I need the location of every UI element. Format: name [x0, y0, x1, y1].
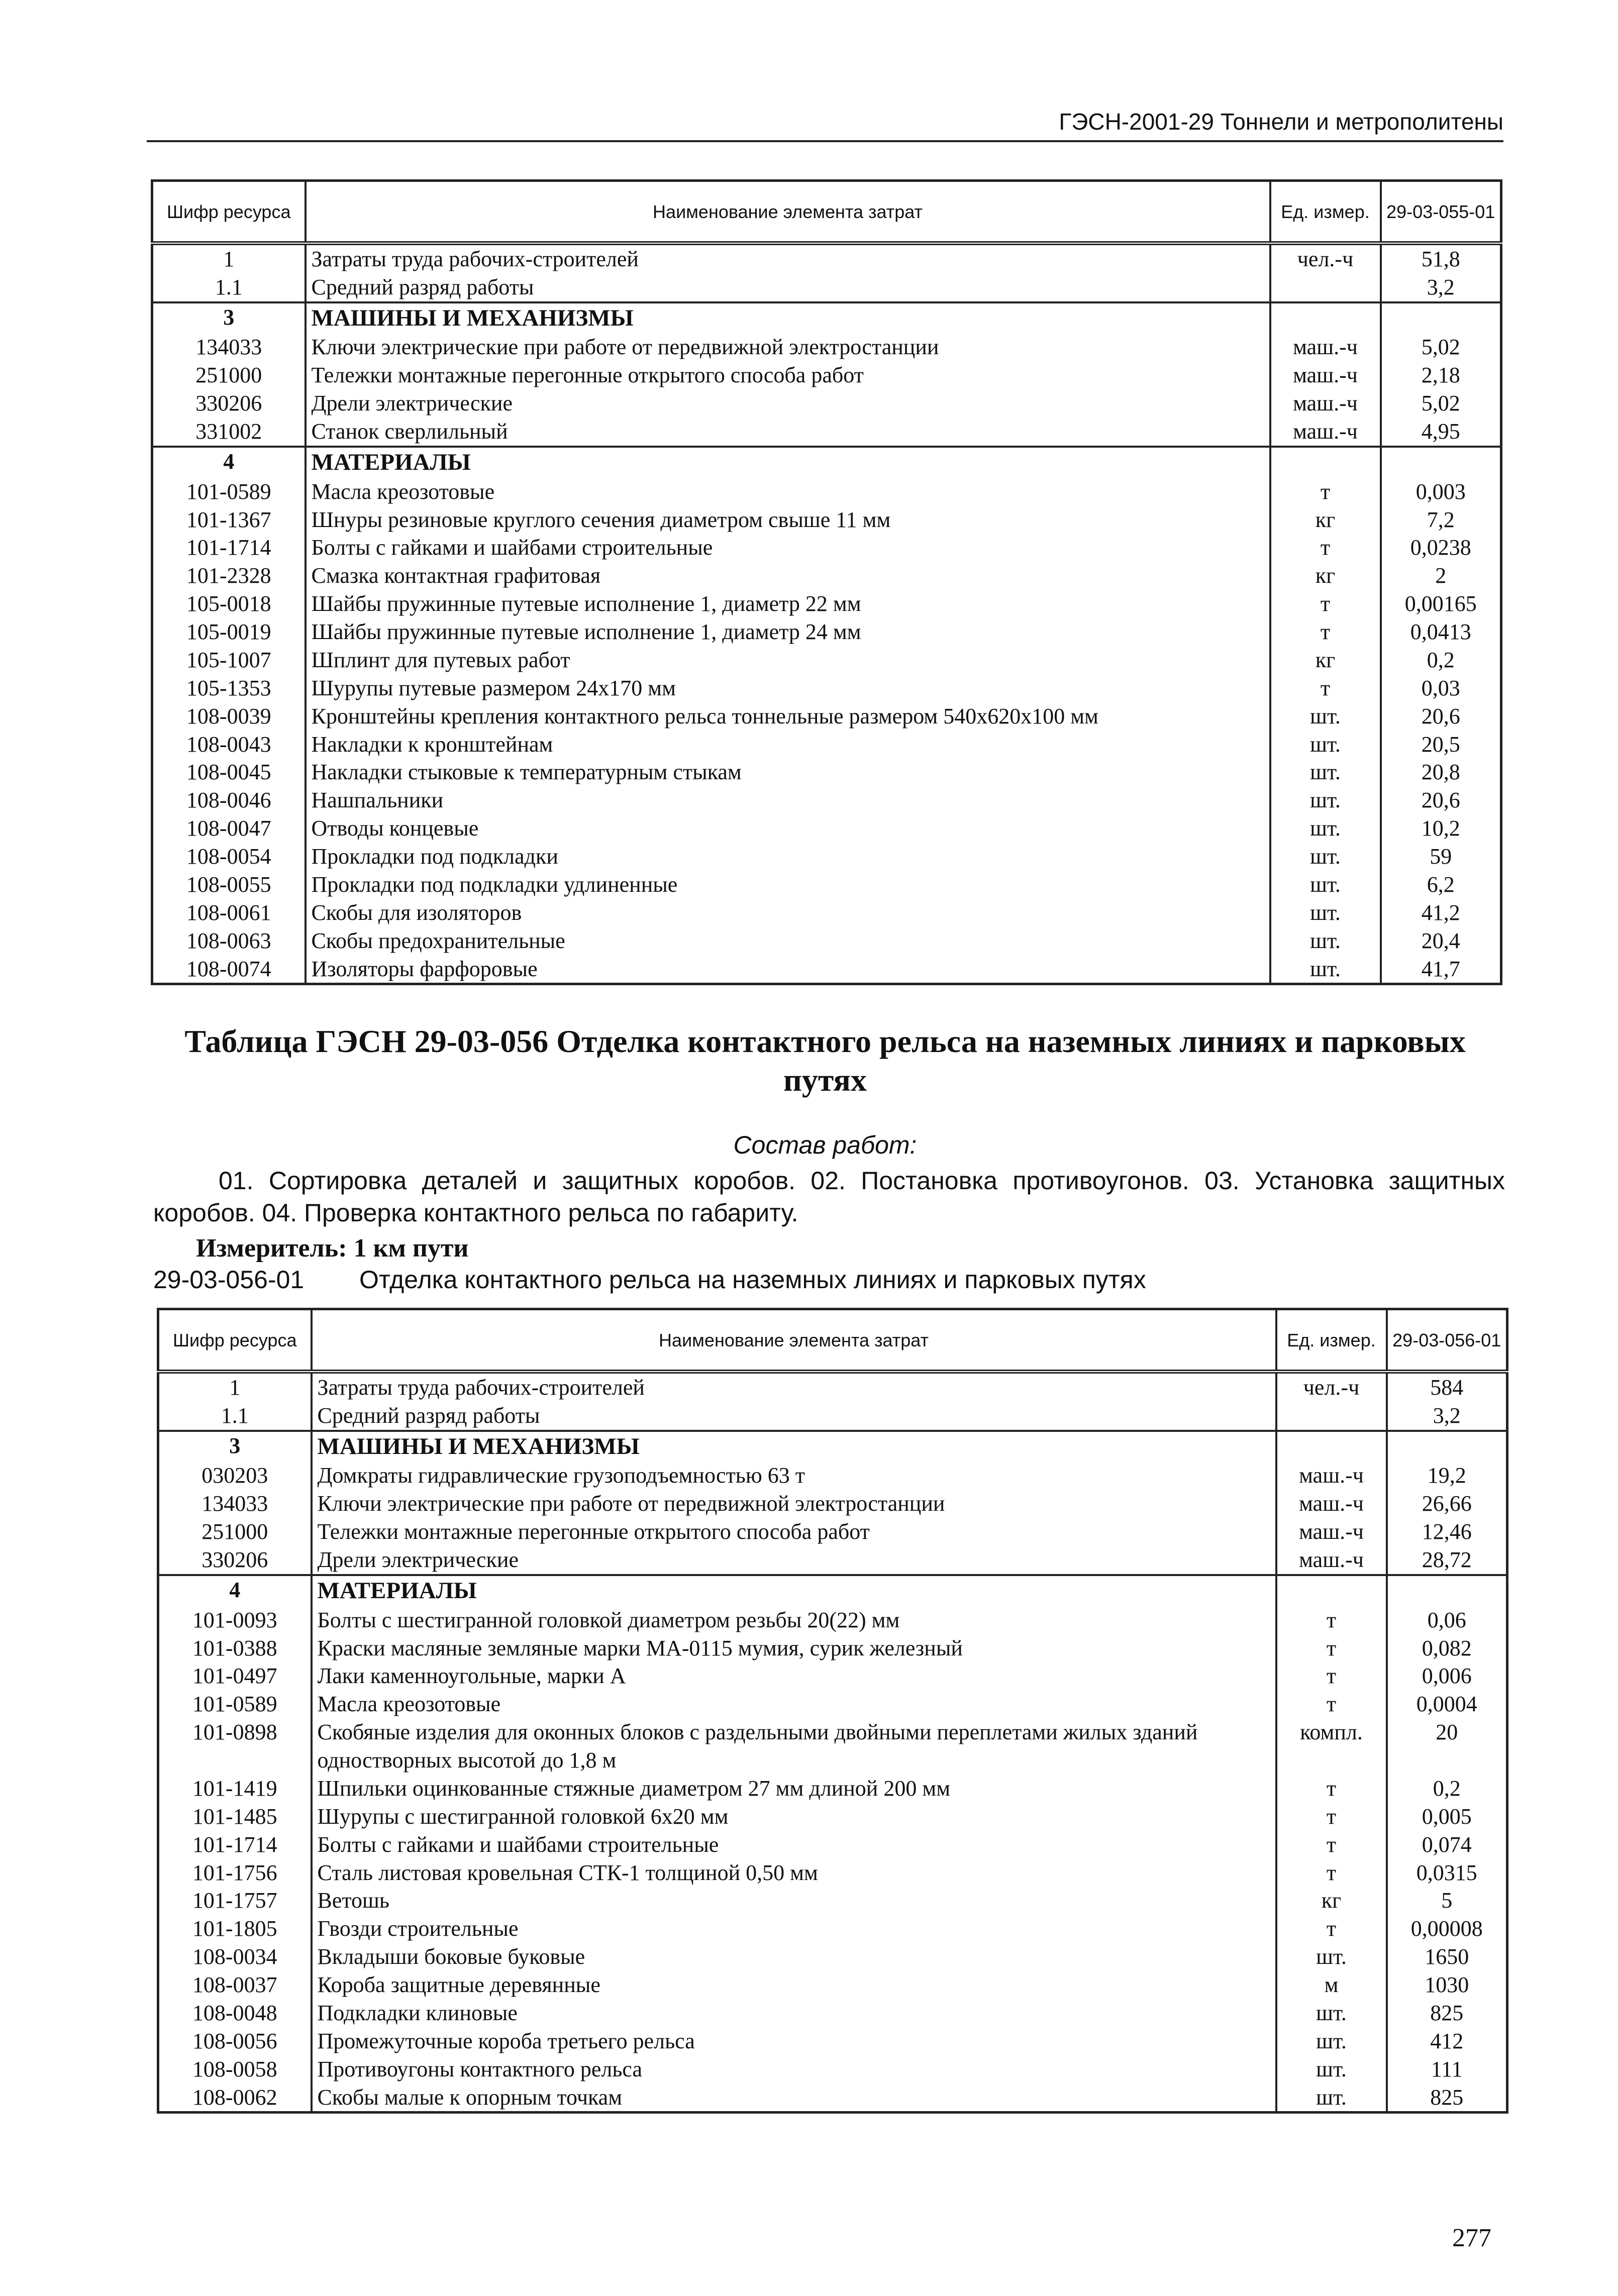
table-row — [152, 674, 1501, 702]
resource-name: МАТЕРИАЛЫ — [312, 1575, 1276, 1606]
table-row — [158, 2055, 1507, 2083]
resource-code: 3 — [152, 302, 306, 334]
resource-value: 5 — [1387, 1887, 1507, 1915]
resource-code: 134033 — [158, 1490, 312, 1518]
table-row — [158, 1575, 1507, 1606]
table-row — [152, 302, 1501, 334]
resource-code: 101-0388 — [158, 1634, 312, 1662]
resource-name: Скобяные изделия для оконных блоков с раздельными двойными переплетами жилых зданий одностворных высотой до 1,8 м — [312, 1718, 1276, 1775]
norm-name: Отделка контактного рельса на наземных линиях и парковых путях — [359, 1266, 1146, 1294]
resource-value: 825 — [1387, 2083, 1507, 2113]
resource-unit: шт. — [1270, 871, 1381, 899]
table-header-row — [152, 181, 1501, 244]
table-row — [152, 955, 1501, 984]
resource-unit: кг — [1270, 506, 1381, 534]
resource-code: 101-0093 — [158, 1606, 312, 1634]
resource-code: 108-0037 — [158, 1971, 312, 1999]
resource-name: Болты с шестигранной головкой диаметром резьбы 20(22) мм — [312, 1606, 1276, 1634]
resource-name: Противоугоны контактного рельса — [312, 2055, 1276, 2083]
table-row — [152, 590, 1501, 618]
resource-value: 4,95 — [1381, 418, 1501, 447]
resource-name: Средний разряд работы — [312, 1402, 1276, 1431]
resource-code: 1 — [152, 243, 306, 273]
resource-value: 59 — [1381, 843, 1501, 871]
table-row — [158, 2083, 1507, 2113]
running-header: ГЭСН-2001-29 Тоннели и метрополитены — [147, 108, 1503, 142]
resource-code: 101-1756 — [158, 1859, 312, 1887]
resource-code: 251000 — [158, 1518, 312, 1546]
resource-name: МАШИНЫ И МЕХАНИЗМЫ — [312, 1431, 1276, 1462]
table-row — [152, 506, 1501, 534]
resource-value: 0,0238 — [1381, 534, 1501, 562]
resource-unit: маш.-ч — [1270, 418, 1381, 447]
resource-code: 101-0898 — [158, 1718, 312, 1775]
table-row — [158, 1546, 1507, 1575]
resource-name: Гвозди строительные — [312, 1915, 1276, 1943]
resource-name: Шнуры резиновые круглого сечения диаметром свыше 11 мм — [306, 506, 1270, 534]
resource-code: 108-0056 — [158, 2027, 312, 2055]
table-header-row — [158, 1309, 1507, 1372]
resource-value: 10,2 — [1381, 814, 1501, 843]
resource-code: 101-1714 — [158, 1831, 312, 1859]
table-row — [158, 1859, 1507, 1887]
resource-code: 108-0048 — [158, 1999, 312, 2027]
resource-value: 825 — [1387, 1999, 1507, 2027]
resource-value: 0,06 — [1387, 1606, 1507, 1634]
column-header-unit: Ед. измер. — [1276, 1309, 1387, 1372]
resource-value: 2 — [1381, 562, 1501, 590]
table-row — [158, 1462, 1507, 1490]
table-row — [152, 702, 1501, 730]
resource-unit: т — [1276, 1803, 1387, 1831]
page-number: 277 — [1452, 2224, 1491, 2252]
resource-code: 1.1 — [152, 273, 306, 302]
resource-value: 41,7 — [1381, 955, 1501, 984]
table-row — [158, 1634, 1507, 1662]
resource-unit: шт. — [1276, 2055, 1387, 2083]
resource-value: 0,082 — [1387, 1634, 1507, 1662]
resource-value: 12,46 — [1387, 1518, 1507, 1546]
resource-table-29-03-056 — [157, 1308, 1508, 2114]
measure-unit: Измеритель: 1 км пути — [196, 1234, 469, 1263]
resource-name: Шурупы путевые размером 24х170 мм — [306, 674, 1270, 702]
table-row — [152, 786, 1501, 814]
table-row — [152, 389, 1501, 418]
resource-name: Шайбы пружинные путевые исполнение 1, диаметр 24 мм — [306, 618, 1270, 646]
resource-unit: т — [1276, 1634, 1387, 1662]
resource-unit — [1276, 1575, 1387, 1606]
resource-value: 20,5 — [1381, 730, 1501, 759]
resource-unit: маш.-ч — [1270, 333, 1381, 361]
resource-name: Краски масляные земляные марки МА-0115 мумия, сурик железный — [312, 1634, 1276, 1662]
resource-value — [1387, 1431, 1507, 1462]
resource-code: 4 — [158, 1575, 312, 1606]
resource-value: 584 — [1387, 1372, 1507, 1402]
resource-unit: маш.-ч — [1276, 1490, 1387, 1518]
resource-unit: шт. — [1276, 2027, 1387, 2055]
table-row — [158, 1831, 1507, 1859]
resource-name: Нашпальники — [306, 786, 1270, 814]
resource-value: 3,2 — [1381, 273, 1501, 302]
resource-name: Дрели электрические — [306, 389, 1270, 418]
table-row — [152, 814, 1501, 843]
resource-name: МАШИНЫ И МЕХАНИЗМЫ — [306, 302, 1270, 334]
resource-name: Затраты труда рабочих-строителей — [312, 1372, 1276, 1402]
resource-name: Домкраты гидравлические грузоподъемностью 63 т — [312, 1462, 1276, 1490]
resource-unit: шт. — [1270, 814, 1381, 843]
resource-value: 41,2 — [1381, 899, 1501, 927]
resource-code: 105-1353 — [152, 674, 306, 702]
table-row — [158, 1431, 1507, 1462]
resource-code: 108-0046 — [152, 786, 306, 814]
resource-name: Промежуточные короба третьего рельса — [312, 2027, 1276, 2055]
resource-value: 0,003 — [1381, 478, 1501, 506]
resource-unit: т — [1270, 674, 1381, 702]
resource-code: 134033 — [152, 333, 306, 361]
table-row — [152, 562, 1501, 590]
resource-name: МАТЕРИАЛЫ — [306, 447, 1270, 478]
resource-unit: т — [1270, 534, 1381, 562]
resource-name: Лаки каменноугольные, марки А — [312, 1662, 1276, 1690]
resource-unit: кг — [1270, 562, 1381, 590]
resource-code: 108-0047 — [152, 814, 306, 843]
resource-name: Прокладки под подкладки — [306, 843, 1270, 871]
table-row — [152, 730, 1501, 759]
resource-value: 19,2 — [1387, 1462, 1507, 1490]
table-row — [152, 534, 1501, 562]
resource-code: 105-1007 — [152, 646, 306, 674]
resource-value — [1381, 302, 1501, 334]
resource-value: 3,2 — [1387, 1402, 1507, 1431]
column-header-name: Наименование элемента затрат — [312, 1309, 1276, 1372]
resource-code: 1.1 — [158, 1402, 312, 1431]
resource-value — [1387, 1575, 1507, 1606]
table-row — [152, 333, 1501, 361]
resource-value: 1650 — [1387, 1943, 1507, 1971]
resource-unit: т — [1276, 1915, 1387, 1943]
resource-name: Подкладки клиновые — [312, 1999, 1276, 2027]
resource-unit: чел.-ч — [1276, 1372, 1387, 1402]
resource-name: Тележки монтажные перегонные открытого способа работ — [306, 361, 1270, 389]
table-row — [158, 1887, 1507, 1915]
resource-value: 0,0004 — [1387, 1690, 1507, 1718]
resource-code: 108-0062 — [158, 2083, 312, 2113]
resource-name: Болты с гайками и шайбами строительные — [306, 534, 1270, 562]
resource-value — [1381, 447, 1501, 478]
resource-code: 030203 — [158, 1462, 312, 1490]
resource-name: Отводы концевые — [306, 814, 1270, 843]
resource-code: 108-0045 — [152, 758, 306, 786]
resource-code: 108-0058 — [158, 2055, 312, 2083]
resource-value: 0,2 — [1387, 1775, 1507, 1803]
resource-unit — [1270, 273, 1381, 302]
resource-name: Масла креозотовые — [306, 478, 1270, 506]
resource-value: 20,8 — [1381, 758, 1501, 786]
resource-unit: шт. — [1270, 758, 1381, 786]
column-header-code: Шифр ресурса — [152, 181, 306, 244]
resource-table-29-03-055 — [151, 179, 1502, 985]
resource-unit: т — [1276, 1775, 1387, 1803]
resource-name: Сталь листовая кровельная СТК-1 толщиной 0,50 мм — [312, 1859, 1276, 1887]
resource-unit: компл. — [1276, 1718, 1387, 1775]
composition-text: 01. Сортировка деталей и защитных коробов. 02. Постановка противоугонов. 03. Установка защитных коробов. 04. Проверка контактного рельса по габариту. — [153, 1167, 1505, 1227]
resource-value: 0,0413 — [1381, 618, 1501, 646]
resource-name: Болты с гайками и шайбами строительные — [312, 1831, 1276, 1859]
resource-unit: шт. — [1270, 927, 1381, 955]
table-row — [158, 1402, 1507, 1431]
resource-value: 20,6 — [1381, 702, 1501, 730]
table-body — [152, 243, 1501, 984]
resource-unit: шт. — [1270, 786, 1381, 814]
resource-name: Ключи электрические при работе от передвижной электростанции — [312, 1490, 1276, 1518]
resource-name: Скобы предохранительные — [306, 927, 1270, 955]
resource-value: 0,00165 — [1381, 590, 1501, 618]
resource-code: 101-1757 — [158, 1887, 312, 1915]
table-row — [152, 618, 1501, 646]
resource-value: 1030 — [1387, 1971, 1507, 1999]
resource-code: 108-0054 — [152, 843, 306, 871]
resource-unit: маш.-ч — [1276, 1518, 1387, 1546]
resource-code: 101-2328 — [152, 562, 306, 590]
resource-unit: т — [1270, 590, 1381, 618]
resource-unit: шт. — [1270, 843, 1381, 871]
resource-name: Ветошь — [312, 1887, 1276, 1915]
resource-name: Накладки к кронштейнам — [306, 730, 1270, 759]
resource-unit: маш.-ч — [1270, 389, 1381, 418]
resource-unit: т — [1276, 1606, 1387, 1634]
resource-value: 20,4 — [1381, 927, 1501, 955]
resource-value: 0,03 — [1381, 674, 1501, 702]
resource-name: Дрели электрические — [312, 1546, 1276, 1575]
resource-unit: т — [1276, 1859, 1387, 1887]
table-row — [158, 1971, 1507, 1999]
table-row — [152, 899, 1501, 927]
resource-code: 101-1485 — [158, 1803, 312, 1831]
column-header-code: Шифр ресурса — [158, 1309, 312, 1372]
resource-code: 330206 — [158, 1546, 312, 1575]
resource-name: Затраты труда рабочих-строителей — [306, 243, 1270, 273]
table-row — [152, 843, 1501, 871]
resource-value: 111 — [1387, 2055, 1507, 2083]
resource-name: Шплинт для путевых работ — [306, 646, 1270, 674]
resource-name: Вкладыши боковые буковые — [312, 1943, 1276, 1971]
table-row — [152, 447, 1501, 478]
resource-code: 105-0019 — [152, 618, 306, 646]
column-header-name: Наименование элемента затрат — [306, 181, 1270, 244]
resource-value: 51,8 — [1381, 243, 1501, 273]
resource-name: Шайбы пружинные путевые исполнение 1, диаметр 22 мм — [306, 590, 1270, 618]
resource-name: Изоляторы фарфоровые — [306, 955, 1270, 984]
resource-value: 20,6 — [1381, 786, 1501, 814]
resource-code: 330206 — [152, 389, 306, 418]
resource-value: 0,00008 — [1387, 1915, 1507, 1943]
table-body — [158, 1372, 1507, 2113]
resource-name: Шпильки оцинкованные стяжные диаметром 27 мм длиной 200 мм — [312, 1775, 1276, 1803]
resource-code: 101-0497 — [158, 1662, 312, 1690]
resource-value: 412 — [1387, 2027, 1507, 2055]
resource-unit: т — [1276, 1690, 1387, 1718]
table-row — [152, 273, 1501, 302]
table-row — [152, 758, 1501, 786]
resource-code: 101-1419 — [158, 1775, 312, 1803]
table-row — [158, 1999, 1507, 2027]
resource-code: 3 — [158, 1431, 312, 1462]
norm-code: 29-03-056-01 — [153, 1266, 305, 1294]
composition-heading: Состав работ: — [733, 1131, 917, 1159]
resource-code: 108-0055 — [152, 871, 306, 899]
column-header-unit: Ед. измер. — [1270, 181, 1381, 244]
resource-unit: маш.-ч — [1270, 361, 1381, 389]
norm-line — [153, 1265, 1146, 1294]
table-row — [158, 1775, 1507, 1803]
table-row — [158, 1518, 1507, 1546]
resource-name: Накладки стыковые к температурным стыкам — [306, 758, 1270, 786]
table-title: Таблица ГЭСН 29-03-056 Отделка контактного рельса на наземных линиях и парковых путях — [184, 1023, 1466, 1098]
resource-name: Кронштейны крепления контактного рельса тоннельные размером 540х620х100 мм — [306, 702, 1270, 730]
resource-code: 108-0074 — [152, 955, 306, 984]
resource-code: 101-1367 — [152, 506, 306, 534]
resource-unit — [1270, 302, 1381, 334]
resource-name: Шурупы с шестигранной головкой 6х20 мм — [312, 1803, 1276, 1831]
resource-unit: т — [1270, 618, 1381, 646]
resource-code: 108-0034 — [158, 1943, 312, 1971]
resource-value: 26,66 — [1387, 1490, 1507, 1518]
resource-unit: шт. — [1276, 1999, 1387, 2027]
resource-unit: шт. — [1270, 955, 1381, 984]
resource-unit: шт. — [1270, 899, 1381, 927]
resource-code: 101-1714 — [152, 534, 306, 562]
resource-value: 0,006 — [1387, 1662, 1507, 1690]
resource-unit: шт. — [1270, 730, 1381, 759]
resource-value: 20 — [1387, 1718, 1507, 1775]
resource-code: 1 — [158, 1372, 312, 1402]
resource-name: Скобы малые к опорным точкам — [312, 2083, 1276, 2113]
resource-name: Тележки монтажные перегонные открытого способа работ — [312, 1518, 1276, 1546]
resource-code: 105-0018 — [152, 590, 306, 618]
resource-code: 108-0061 — [152, 899, 306, 927]
resource-name: Станок сверлильный — [306, 418, 1270, 447]
resource-unit: т — [1270, 478, 1381, 506]
resource-code: 108-0039 — [152, 702, 306, 730]
resource-unit: чел.-ч — [1270, 243, 1381, 273]
table-row — [158, 1662, 1507, 1690]
resource-name: Ключи электрические при работе от передвижной электростанции — [306, 333, 1270, 361]
resource-code: 101-0589 — [158, 1690, 312, 1718]
table-row — [152, 478, 1501, 506]
resource-code: 331002 — [152, 418, 306, 447]
resource-unit — [1276, 1402, 1387, 1431]
resource-unit: шт. — [1276, 2083, 1387, 2113]
resource-value: 0,074 — [1387, 1831, 1507, 1859]
resource-unit: м — [1276, 1971, 1387, 1999]
resource-unit — [1276, 1431, 1387, 1462]
resource-unit: маш.-ч — [1276, 1546, 1387, 1575]
table-row — [158, 1606, 1507, 1634]
table-row — [158, 2027, 1507, 2055]
resource-code: 108-0063 — [152, 927, 306, 955]
resource-value: 0,0315 — [1387, 1859, 1507, 1887]
resource-code: 101-0589 — [152, 478, 306, 506]
resource-unit: маш.-ч — [1276, 1462, 1387, 1490]
resource-value: 7,2 — [1381, 506, 1501, 534]
resource-name: Короба защитные деревянные — [312, 1971, 1276, 1999]
resource-value: 28,72 — [1387, 1546, 1507, 1575]
resource-unit: кг — [1276, 1887, 1387, 1915]
resource-code: 251000 — [152, 361, 306, 389]
table-row — [152, 871, 1501, 899]
resource-name: Смазка контактная графитовая — [306, 562, 1270, 590]
column-header-norm-value: 29-03-056-01 — [1387, 1309, 1507, 1372]
resource-name: Скобы для изоляторов — [306, 899, 1270, 927]
resource-unit: т — [1276, 1662, 1387, 1690]
resource-unit: шт. — [1270, 702, 1381, 730]
table-row — [158, 1803, 1507, 1831]
table-row — [152, 927, 1501, 955]
resource-unit: шт. — [1276, 1943, 1387, 1971]
resource-name: Средний разряд работы — [306, 273, 1270, 302]
resource-code: 4 — [152, 447, 306, 478]
resource-unit — [1270, 447, 1381, 478]
table-row — [152, 646, 1501, 674]
resource-value: 5,02 — [1381, 333, 1501, 361]
resource-name: Прокладки под подкладки удлиненные — [306, 871, 1270, 899]
resource-name: Масла креозотовые — [312, 1690, 1276, 1718]
table-row — [158, 1943, 1507, 1971]
table-row — [152, 243, 1501, 273]
resource-value: 2,18 — [1381, 361, 1501, 389]
table-row — [152, 418, 1501, 447]
table-row — [158, 1490, 1507, 1518]
resource-unit: т — [1276, 1831, 1387, 1859]
resource-code: 101-1805 — [158, 1915, 312, 1943]
table-row — [158, 1372, 1507, 1402]
resource-value: 0,005 — [1387, 1803, 1507, 1831]
resource-value: 5,02 — [1381, 389, 1501, 418]
resource-code: 108-0043 — [152, 730, 306, 759]
resource-value: 0,2 — [1381, 646, 1501, 674]
table-row — [158, 1690, 1507, 1718]
table-row — [158, 1915, 1507, 1943]
resource-unit: кг — [1270, 646, 1381, 674]
column-header-norm-value: 29-03-055-01 — [1381, 181, 1501, 244]
table-row — [158, 1718, 1507, 1775]
table-row — [152, 361, 1501, 389]
resource-value: 6,2 — [1381, 871, 1501, 899]
